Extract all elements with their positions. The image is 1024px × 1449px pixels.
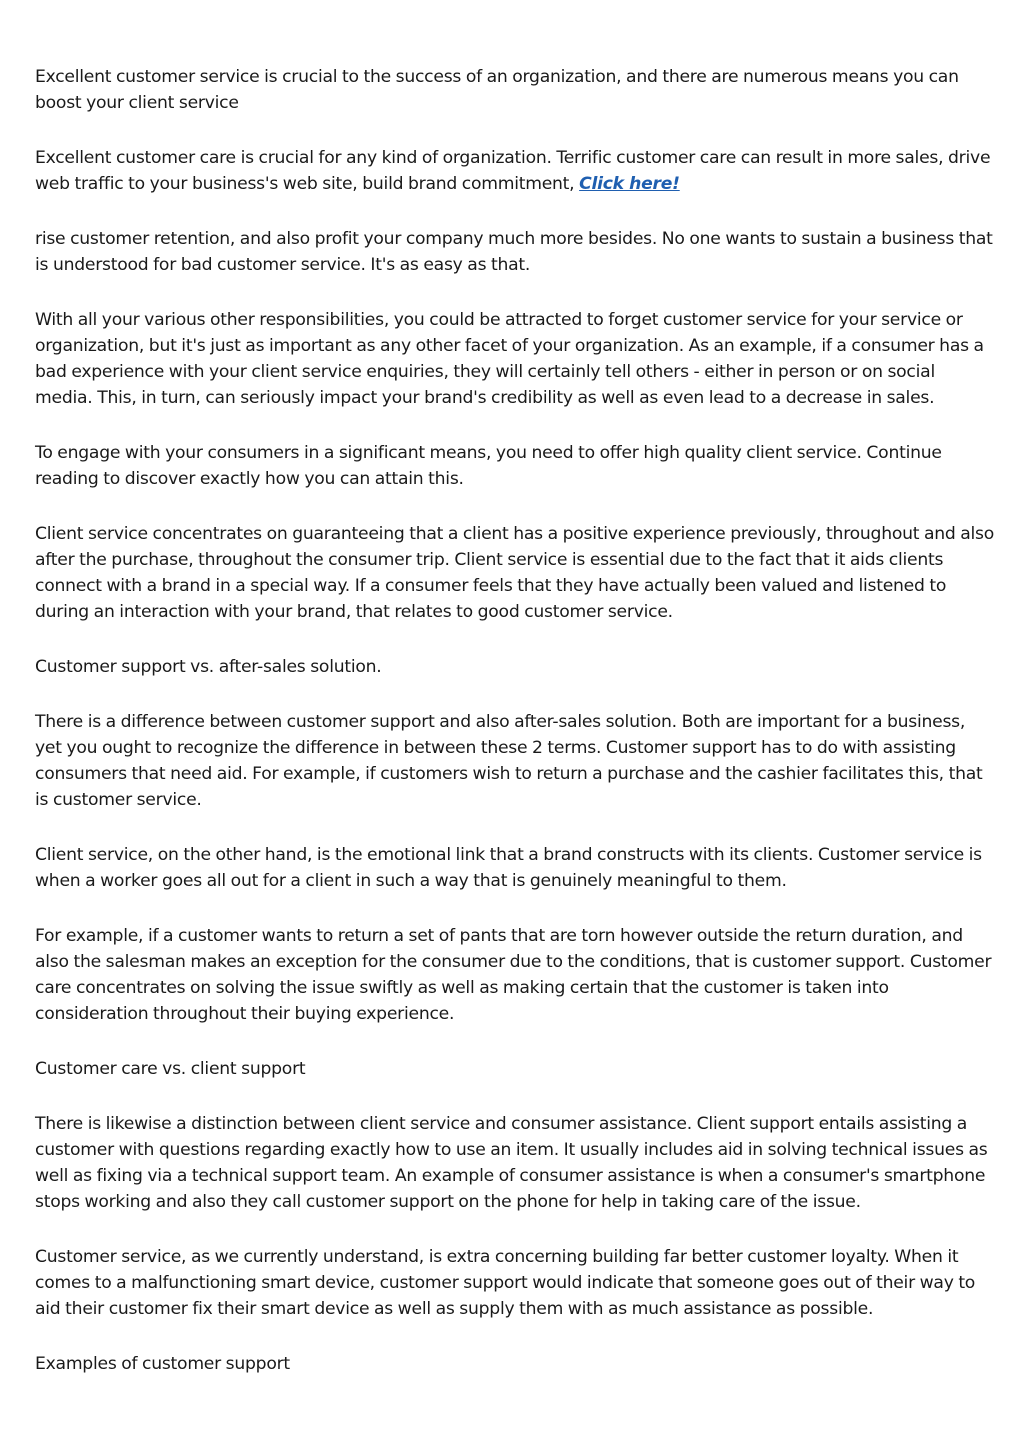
paragraph: To engage with your consumers in a significant means, you need to offer high quality client service. Continue reading to discover exactly how you can attain this. (35, 443, 942, 489)
paragraph: With all your various other responsibilities, you could be attracted to forget customer service for your service or organization, but it's just as important as any other facet of your organization. As an example, if a consumer has a bad experience with your client service enquiries, they will certainly tell others - either in person or on social media. This, in turn, can seriously impact your brand's credibility as well as even lead to a decrease in sales. (35, 310, 984, 408)
paragraph: For example, if a customer wants to return a set of pants that are torn however outside the return duration, and also the salesman makes an exception for the consumer due to the conditions, that is customer support. Customer care concentrates on solving the issue swiftly as well as making certain that the customer is taken into consideration throughout their buying experience. (35, 926, 992, 1024)
paragraph: Customer service, as we currently understand, is extra concerning building far better customer loyalty. When it comes to a malfunctioning smart device, customer support would indicate that someone goes out of their way to aid their customer fix their smart device as well as supply them with as much assistance as possible. (35, 1247, 976, 1319)
paragraph-with-link (35, 145, 995, 197)
paragraph: Client service, on the other hand, is the emotional link that a brand constructs with its clients. Customer service is when a worker goes all out for a client in such a way that is genuinely meaningful to them. (35, 845, 982, 891)
section-heading: Customer support vs. after-sales solution. (35, 657, 382, 677)
document-body (35, 64, 995, 1406)
paragraph-text: Excellent customer care is crucial for any kind of organization. Terrific customer care can result in more sales, drive web traffic to your business's web site, build brand commitment, (35, 148, 991, 194)
paragraph: There is likewise a distinction between client service and consumer assistance. Client support entails assisting a customer with questions regarding exactly how to use an item. It usually includes aid in solving technical issues as well as fixing via a technical support team. An example of consumer assistance is when a consumer's smartphone stops working and also they call customer support on the phone for help in taking care of the issue. (35, 1114, 988, 1212)
paragraph: rise customer retention, and also profit your company much more besides. No one wants to sustain a business that is understood for bad customer service. It's as easy as that. (35, 229, 993, 275)
section-heading: Examples of customer support (35, 1354, 290, 1374)
click-here-link[interactable]: Click here! (579, 174, 680, 194)
section-heading: Customer care vs. client support (35, 1059, 306, 1079)
paragraph: Client service concentrates on guaranteeing that a client has a positive experience previously, throughout and also after the purchase, throughout the consumer trip. Client service is essential due to the fact that it aids clients connect with a brand in a special way. If a consumer feels that they have actually been valued and listened to during an interaction with your brand, that relates to good customer service. (35, 524, 995, 622)
paragraph: There is a difference between customer support and also after-sales solution. Both are important for a business, yet you ought to recognize the difference in between these 2 terms. Customer support has to do with assisting consumers that need aid. For example, if customers wish to return a purchase and the cashier facilitates this, that is customer service. (35, 712, 983, 810)
paragraph-intro: Excellent customer service is crucial to the success of an organization, and there are numerous means you can boost your client service (35, 67, 959, 113)
